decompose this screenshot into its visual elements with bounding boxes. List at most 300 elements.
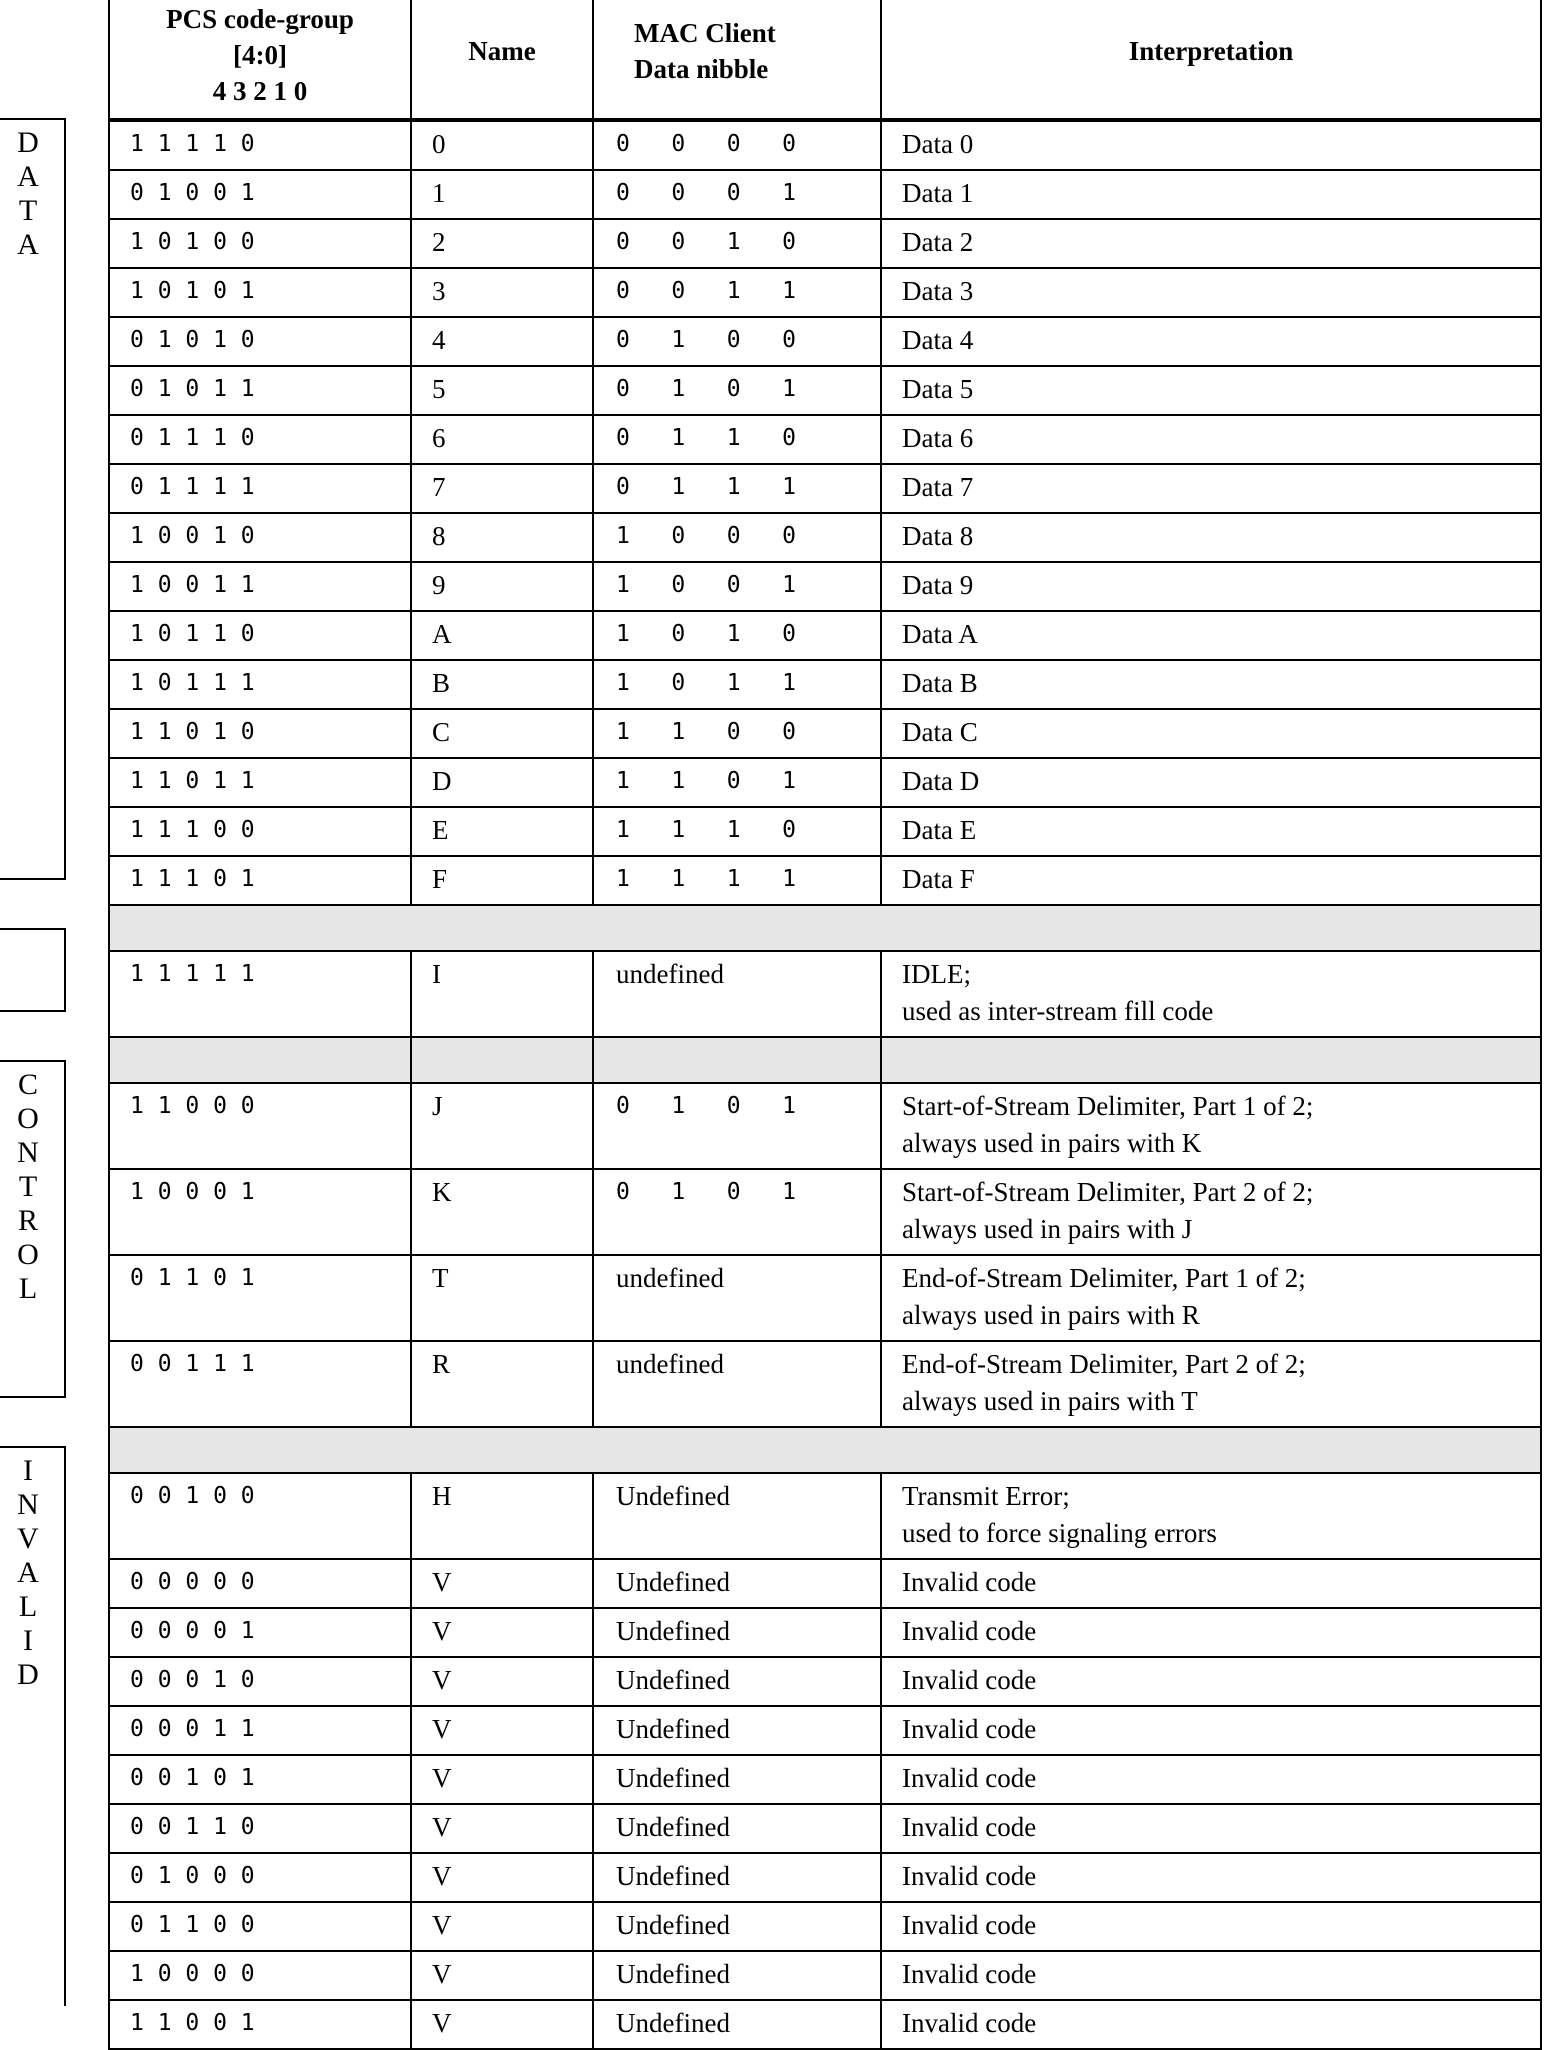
side-letter: N [17,1136,39,1169]
side-letter: D [17,126,39,159]
code-group-cell-text: 0 0 0 1 1 [130,1716,255,1742]
separator-row [109,1427,1541,1473]
name-cell-text: B [432,668,451,698]
separator-row [109,905,1541,951]
table-row [109,660,1541,709]
interpretation-cell [881,1169,1541,1255]
interpretation-cell [881,120,1541,170]
code-group-cell-text: 0 1 1 0 0 [130,1912,255,1938]
data-nibble-cell [593,1706,881,1755]
code-group-cell-text: 0 0 0 0 1 [130,1618,255,1644]
data-nibble-cell [593,1341,881,1427]
code-group-cell [109,1853,411,1902]
data-nibble-cell-text: 1 0 1 1 [616,670,797,696]
interpretation-cell [881,366,1541,415]
idle-group-bracket [0,928,66,1012]
data-nibble-cell-text: 0 0 1 0 [616,229,797,255]
code-group-cell-text: 0 0 1 1 0 [130,1814,255,1840]
interpretation-line: End-of-Stream Delimiter, Part 2 of 2; [902,1349,1306,1379]
data-nibble-cell [593,1804,881,1853]
code-group-cell-text: 0 0 0 1 0 [130,1667,255,1693]
header-name: Name [411,0,593,120]
name-cell [411,951,593,1037]
name-cell-text: A [432,619,452,649]
table-row [109,1341,1541,1427]
data-nibble-cell [593,1608,881,1657]
interpretation-cell [881,1608,1541,1657]
table-row [109,1853,1541,1902]
code-group-cell-text: 1 0 0 0 1 [130,1179,255,1205]
interpretation-cell [881,611,1541,660]
table-row [109,366,1541,415]
interpretation-cell [881,709,1541,758]
data-nibble-cell-text: Undefined [616,1910,730,1940]
code-group-cell [109,1341,411,1427]
interpretation-cell [881,513,1541,562]
name-cell [411,856,593,905]
interpretation-line: used as inter-stream fill code [902,996,1214,1026]
interpretation-line: Data 6 [902,423,974,453]
data-nibble-cell [593,611,881,660]
data-nibble-cell [593,1473,881,1559]
side-letter: T [18,194,38,227]
name-cell-text: 3 [432,276,446,306]
interpretation-cell [881,1255,1541,1341]
name-cell [411,660,593,709]
interpretation-cell [881,1951,1541,2000]
interpretation-cell [881,807,1541,856]
interpretation-line: Data 7 [902,472,974,502]
data-nibble-cell-text: Undefined [616,1763,730,1793]
interpretation-line: Invalid code [902,1812,1037,1842]
interpretation-line: Data 4 [902,325,974,355]
data-nibble-cell-text: 0 0 0 0 [616,131,797,157]
interpretation-line: Data 0 [902,129,974,159]
data-nibble-cell [593,415,881,464]
code-group-cell-text: 0 1 0 1 0 [130,327,255,353]
code-group-cell-text: 0 1 0 1 1 [130,376,255,402]
name-cell [411,758,593,807]
table-row [109,268,1541,317]
table-row [109,1657,1541,1706]
interpretation-cell [881,1083,1541,1169]
name-cell-text: 7 [432,472,446,502]
code-group-cell-text: 0 0 0 0 0 [130,1569,255,1595]
table-row [109,807,1541,856]
code-group-cell [109,1559,411,1608]
code-group-cell [109,1706,411,1755]
interpretation-cell [881,562,1541,611]
interpretation-line: Data E [902,815,977,845]
code-group-cell-text: 1 1 0 0 0 [130,1093,255,1119]
interpretation-line: Data 8 [902,521,974,551]
interpretation-line: Invalid code [902,2008,1037,2038]
table-row [109,1706,1541,1755]
data-nibble-cell-text: undefined [616,959,724,989]
interpretation-line: always used in pairs with K [902,1128,1202,1158]
table-row [109,1755,1541,1804]
interpretation-line: always used in pairs with T [902,1386,1198,1416]
code-group-cell [109,464,411,513]
name-cell [411,2000,593,2049]
data-group-label [10,126,46,262]
data-nibble-cell-text: Undefined [616,1959,730,1989]
data-nibble-cell-text: undefined [616,1349,724,1379]
data-nibble-cell-text: 0 1 0 1 [616,1179,797,1205]
code-group-cell [109,366,411,415]
name-cell-text: 1 [432,178,446,208]
name-cell-text: T [432,1263,449,1293]
code-group-cell-text: 1 1 1 0 0 [130,817,255,843]
code-group-cell-text: 1 1 1 1 0 [130,131,255,157]
name-cell [411,1559,593,1608]
separator-cell [881,1037,1541,1083]
name-cell-text: V [432,1910,452,1940]
data-nibble-cell-text: 1 1 1 0 [616,817,797,843]
code-group-cell-text: 0 0 1 1 1 [130,1351,255,1377]
code-group-cell [109,1255,411,1341]
code-group-cell-text: 1 0 1 1 0 [130,621,255,647]
data-nibble-cell [593,709,881,758]
code-group-cell [109,268,411,317]
name-cell [411,1473,593,1559]
data-nibble-cell [593,758,881,807]
interpretation-line: Invalid code [902,1910,1037,1940]
code-group-cell [109,170,411,219]
table-row [109,951,1541,1037]
name-cell [411,415,593,464]
name-cell [411,709,593,758]
code-group-cell [109,1902,411,1951]
name-cell-text: V [432,1959,452,1989]
interpretation-line: Data 9 [902,570,974,600]
interpretation-cell [881,170,1541,219]
code-group-cell-text: 1 0 0 1 1 [130,572,255,598]
table-row [109,758,1541,807]
data-nibble-cell [593,268,881,317]
data-nibble-cell-text: 1 0 1 0 [616,621,797,647]
code-group-cell-text: 1 1 0 0 1 [130,2010,255,2036]
code-group-cell [109,1083,411,1169]
table-header-row [109,0,1541,120]
name-cell [411,807,593,856]
code-group-cell [109,562,411,611]
data-nibble-cell [593,856,881,905]
data-nibble-cell [593,366,881,415]
data-nibble-cell [593,1169,881,1255]
code-group-cell-text: 0 1 0 0 1 [130,180,255,206]
interpretation-cell [881,219,1541,268]
name-cell [411,513,593,562]
name-cell [411,1255,593,1341]
data-nibble-cell-text: Undefined [616,2008,730,2038]
interpretation-line: Data C [902,717,978,747]
name-cell-text: 0 [432,129,446,159]
name-cell [411,1804,593,1853]
data-nibble-cell [593,1083,881,1169]
code-group-cell [109,317,411,366]
table-row [109,170,1541,219]
table-row [109,611,1541,660]
table-row [109,317,1541,366]
data-nibble-cell-text: Undefined [616,1714,730,1744]
code-group-cell [109,513,411,562]
name-cell [411,1169,593,1255]
data-nibble-cell [593,464,881,513]
side-letter: L [18,1590,38,1623]
name-cell-text: V [432,2008,452,2038]
name-cell-text: C [432,717,451,747]
interpretation-line: Start-of-Stream Delimiter, Part 1 of 2; [902,1091,1314,1121]
data-nibble-cell-text: 0 0 1 1 [616,278,797,304]
name-cell [411,1083,593,1169]
code-group-cell-text: 1 1 0 1 0 [130,719,255,745]
data-nibble-cell-text: 1 0 0 1 [616,572,797,598]
invalid-group-bracket [0,1446,66,2006]
data-nibble-cell [593,562,881,611]
table-row [109,1608,1541,1657]
header-line: MAC Client [634,18,776,48]
interpretation-line: Data B [902,668,978,698]
interpretation-cell [881,856,1541,905]
name-cell-text: F [432,864,448,894]
control-group-bracket [0,1060,66,1398]
data-nibble-cell-text: 0 1 1 1 [616,474,797,500]
name-cell [411,1951,593,2000]
separator-cell [109,905,1541,951]
interpretation-cell [881,464,1541,513]
code-group-cell-text: 1 0 0 1 0 [130,523,255,549]
data-nibble-cell [593,1559,881,1608]
table-row [109,1473,1541,1559]
data-nibble-cell-text: Undefined [616,1812,730,1842]
name-cell-text: V [432,1567,452,1597]
interpretation-cell [881,1341,1541,1427]
name-cell [411,120,593,170]
data-nibble-cell-text: 0 1 0 1 [616,376,797,402]
code-group-cell [109,709,411,758]
table-row [109,562,1541,611]
name-cell-text: V [432,1714,452,1744]
table-row [109,513,1541,562]
table-row [109,1083,1541,1169]
name-cell-text: I [432,959,441,989]
name-cell-text: 5 [432,374,446,404]
interpretation-line: Invalid code [902,1567,1037,1597]
data-nibble-cell-text: 1 1 0 1 [616,768,797,794]
name-cell [411,1853,593,1902]
name-cell [411,219,593,268]
side-letter: R [17,1204,38,1237]
name-cell-text: V [432,1665,452,1695]
name-cell-text: V [432,1812,452,1842]
code-group-cell-text: 0 1 1 1 1 [130,474,255,500]
code-group-cell-text: 1 1 0 1 1 [130,768,255,794]
data-nibble-cell [593,1853,881,1902]
header-line: 4 3 2 1 0 [212,76,308,106]
table-container [108,0,1540,2038]
interpretation-line: Start-of-Stream Delimiter, Part 2 of 2; [902,1177,1314,1207]
code-group-cell [109,1755,411,1804]
side-letter: A [17,160,39,193]
interpretation-line: Data 2 [902,227,974,257]
side-letter: I [23,1454,33,1487]
table-row [109,2000,1541,2049]
table-row [109,120,1541,170]
interpretation-line: Data 1 [902,178,974,208]
name-cell-text: J [432,1091,443,1121]
code-group-cell-text: 0 0 1 0 0 [130,1483,255,1509]
name-cell [411,562,593,611]
name-cell-text: V [432,1861,452,1891]
data-nibble-cell [593,951,881,1037]
name-cell [411,1657,593,1706]
interpretation-cell [881,1706,1541,1755]
name-cell-text: R [432,1349,451,1379]
data-nibble-cell-text: Undefined [616,1616,730,1646]
data-nibble-cell [593,317,881,366]
code-group-cell-text: 0 1 1 0 1 [130,1265,255,1291]
code-group-cell [109,219,411,268]
name-cell-text: 4 [432,325,446,355]
data-nibble-cell [593,1657,881,1706]
interpretation-cell [881,1559,1541,1608]
name-cell-text: 2 [432,227,446,257]
data-nibble-cell-text: 0 1 1 0 [616,425,797,451]
header-interpretation: Interpretation [881,0,1541,120]
interpretation-line: Invalid code [902,1959,1037,1989]
side-letter: T [18,1170,38,1203]
name-cell-text: V [432,1763,452,1793]
name-cell [411,268,593,317]
interpretation-line: Transmit Error; [902,1481,1070,1511]
name-cell [411,1341,593,1427]
interpretation-line: always used in pairs with R [902,1300,1200,1330]
code-group-cell [109,1951,411,2000]
side-letter: D [17,1658,39,1691]
side-letter: C [17,1068,38,1101]
data-nibble-cell-text: 0 0 0 1 [616,180,797,206]
code-group-cell [109,1169,411,1255]
interpretation-line: Data A [902,619,978,649]
interpretation-line: Invalid code [902,1861,1037,1891]
interpretation-line: Invalid code [902,1616,1037,1646]
code-group-cell-text: 1 0 1 0 0 [130,229,255,255]
table-row [109,1169,1541,1255]
interpretation-cell [881,1902,1541,1951]
name-cell [411,1608,593,1657]
interpretation-line: End-of-Stream Delimiter, Part 1 of 2; [902,1263,1306,1293]
interpretation-line: used to force signaling errors [902,1518,1217,1548]
interpretation-cell [881,758,1541,807]
code-group-cell [109,611,411,660]
interpretation-cell [881,660,1541,709]
code-group-cell [109,1804,411,1853]
interpretation-cell [881,1473,1541,1559]
name-cell [411,611,593,660]
name-cell [411,1706,593,1755]
data-nibble-cell [593,170,881,219]
code-group-cell-text: 0 1 0 0 0 [130,1863,255,1889]
name-cell-text: 8 [432,521,446,551]
data-nibble-cell-text: 1 1 0 0 [616,719,797,745]
interpretation-line: Invalid code [902,1665,1037,1695]
table-row [109,1559,1541,1608]
header-pcs-code-group [109,0,411,120]
name-cell [411,464,593,513]
interpretation-cell [881,415,1541,464]
code-group-cell [109,1608,411,1657]
data-nibble-cell [593,120,881,170]
table-row [109,1951,1541,2000]
table-row [109,1255,1541,1341]
header-line: Data nibble [634,54,769,84]
header-line: PCS code-group [166,4,354,34]
interpretation-cell [881,2000,1541,2049]
interpretation-line: Invalid code [902,1763,1037,1793]
name-cell-text: V [432,1616,452,1646]
data-nibble-cell-text: Undefined [616,1481,730,1511]
name-cell [411,170,593,219]
separator-row [109,1037,1541,1083]
data-nibble-cell-text: 1 1 1 1 [616,866,797,892]
code-group-cell [109,120,411,170]
data-nibble-cell [593,513,881,562]
data-nibble-cell [593,219,881,268]
code-group-cell-text: 1 0 0 0 0 [130,1961,255,1987]
interpretation-cell [881,1755,1541,1804]
name-cell-text: 6 [432,423,446,453]
interpretation-cell [881,1853,1541,1902]
data-nibble-cell [593,807,881,856]
data-nibble-cell [593,1255,881,1341]
interpretation-line: Invalid code [902,1714,1037,1744]
data-nibble-cell-text: undefined [616,1263,724,1293]
data-nibble-cell [593,1902,881,1951]
table-row [109,709,1541,758]
interpretation-line: always used in pairs with J [902,1214,1193,1244]
code-group-cell [109,1657,411,1706]
interpretation-line: Data F [902,864,975,894]
name-cell [411,366,593,415]
data-nibble-cell-text: 0 1 0 0 [616,327,797,353]
code-group-cell-text: 0 1 1 1 0 [130,425,255,451]
name-cell-text: H [432,1481,452,1511]
name-cell-text: 9 [432,570,446,600]
name-cell-text: D [432,766,452,796]
interpretation-cell [881,951,1541,1037]
code-group-cell-text: 1 1 1 1 1 [130,961,255,987]
data-nibble-cell-text: Undefined [616,1567,730,1597]
interpretation-cell [881,268,1541,317]
separator-cell [109,1427,1541,1473]
table-row [109,1804,1541,1853]
side-letter: A [17,228,39,261]
separator-cell [109,1037,411,1083]
separator-cell [411,1037,593,1083]
side-letter: O [17,1238,39,1271]
code-group-cell [109,2000,411,2049]
interpretation-line: IDLE; [902,959,971,989]
name-cell [411,1755,593,1804]
side-letter: O [17,1102,39,1135]
side-letter: I [23,1624,33,1657]
data-nibble-cell-text: 0 1 0 1 [616,1093,797,1119]
code-group-cell-text: 1 0 1 1 1 [130,670,255,696]
code-group-cell-text: 0 0 1 0 1 [130,1765,255,1791]
code-group-cell [109,415,411,464]
header-mac-client-data-nibble [593,0,881,120]
